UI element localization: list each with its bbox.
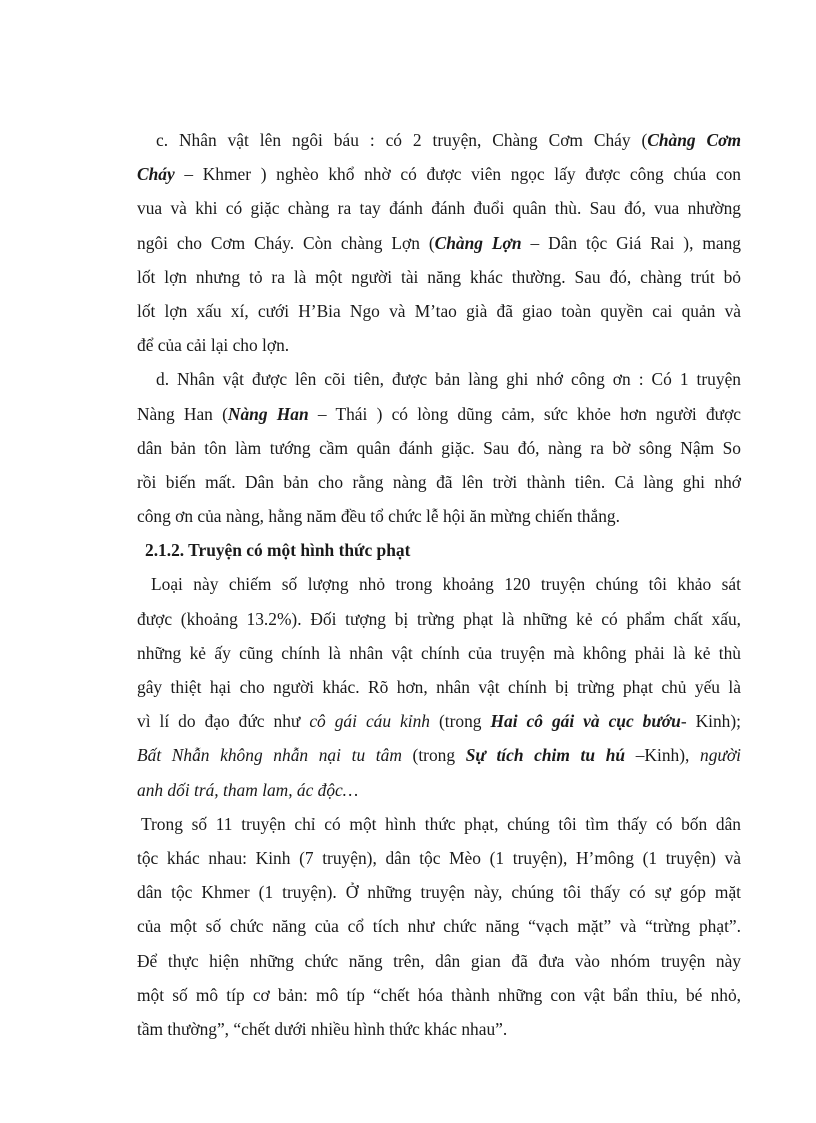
paragraph-trong-line-3: dân tộc Khmer (1 truyện). Ở những truyện này, chúng tôi thấy có sự góp mặt xyxy=(137,882,741,903)
paragraph-loai-line-1: Loại này chiếm số lượng nhỏ trong khoảng 120 truyện chúng tôi khảo sát xyxy=(151,574,741,595)
paragraph-trong-line-4: của một số chức năng của cổ tích như chức năng “vạch mặt” và “trừng phạt”. xyxy=(137,916,741,937)
paragraph-trong-line-5: Để thực hiện những chức năng trên, dân gian đã đưa vào nhóm truyện này xyxy=(137,950,741,971)
story-title: Chàng Cơm xyxy=(647,130,742,150)
paragraph-c-line-4 xyxy=(137,226,741,260)
paragraph-loai-line-3: những kẻ ấy cũng chính là nhân vật chính của truyện mà không phải là kẻ thù xyxy=(137,642,741,663)
story-title: Chàng Lợn xyxy=(434,232,522,253)
story-title: Hai cô gái và cục bướu xyxy=(490,711,681,732)
paragraph-d-line-4: rồi biến mất. Dân bản cho rằng nàng đã lên trời thành tiên. Cả làng ghi nhớ xyxy=(137,471,741,492)
paragraph-c-line-2 xyxy=(137,157,741,191)
text-run: –Kinh), xyxy=(625,745,701,766)
paragraph-c-line-7: để của cải lại cho lợn. xyxy=(137,335,290,356)
paragraph-trong-line-2: tộc khác nhau: Kinh (7 truyện), dân tộc Mèo (1 truyện), H’mông (1 truyện) và xyxy=(137,847,741,868)
paragraph-loai-line-2: được (khoảng 13.2%). Đối tượng bị trừng phạt là những kẻ có phẩm chất xấu, xyxy=(137,608,741,629)
story-title: Sự tích chim tu hú xyxy=(465,745,626,766)
text-run: – Thái ) có lòng dũng cảm, sức khỏe hơn người được xyxy=(308,403,741,424)
italic-phrase: người xyxy=(700,745,742,766)
story-title: Cháy xyxy=(137,164,175,185)
paragraph-c-line-6: lốt lợn xấu xí, cưới H’Bia Ngo và M’tao già đã giao toàn quyền cai quản và xyxy=(137,300,741,321)
text-run: ngôi cho Cơm Cháy. Còn chàng Lợn ( xyxy=(137,232,435,253)
text-run: vì lí do đạo đức như xyxy=(137,711,310,732)
paragraph-c-line-3: vua và khi có giặc chàng ra tay đánh đánh đuổi quân thù. Sau đó, vua nhường xyxy=(137,198,741,219)
paragraph-c-line-5: lốt lợn nhưng tỏ ra là một người tài năng khác thường. Sau đó, chàng trút bỏ xyxy=(137,266,741,287)
text-run: - Kinh); xyxy=(680,711,742,732)
text-run: c. Nhân vật lên ngôi báu : có 2 truyện, Chàng Cơm Cháy ( xyxy=(156,130,648,150)
paragraph-loai-line-6 xyxy=(137,738,741,772)
paragraph-trong-line-6: một số mô típ cơ bản: mô típ “chết hóa thành những con vật bẩn thỉu, bé nhỏ, xyxy=(137,984,741,1005)
italic-phrase: Bất Nhẫn không nhẫn nại tu tâm xyxy=(137,745,402,766)
paragraph-d-line-2 xyxy=(137,397,741,431)
paragraph-c-line-1 xyxy=(137,123,741,157)
paragraph-d-line-5: công ơn của nàng, hằng năm đều tổ chức lễ hội ăn mừng chiến thắng. xyxy=(137,506,620,527)
document-page xyxy=(137,123,741,1046)
text-run: – Dân tộc Giá Rai ), mang xyxy=(521,232,742,253)
paragraph-trong-line-1: Trong số 11 truyện chỉ có một hình thức phạt, chúng tôi tìm thấy có bốn dân xyxy=(141,813,741,834)
paragraph-d-line-3: dân bản tôn làm tướng cầm quân đánh giặc. Sau đó, nàng ra bờ sông Nậm So xyxy=(137,437,741,458)
text-run: Nàng Han ( xyxy=(137,403,228,424)
text-run: (trong xyxy=(401,745,466,766)
text-run: – Khmer ) nghèo khổ nhờ có được viên ngọc lấy được công chúa con xyxy=(174,164,741,185)
paragraph-loai-line-4: gây thiệt hại cho người khác. Rõ hơn, nhân vật chính bị trừng phạt chủ yếu là xyxy=(137,677,741,697)
paragraph-trong-line-7: tầm thường”, “chết dưới nhiều hình thức khác nhau”. xyxy=(137,1018,508,1039)
text-run: (trong xyxy=(430,711,491,732)
paragraph-loai-line-5 xyxy=(137,704,741,738)
story-title: Nàng Han xyxy=(227,403,309,424)
paragraph-loai-line-7: anh dối trá, tham lam, ác độc… xyxy=(137,779,359,800)
section-heading: 2.1.2. Truyện có một hình thức phạt xyxy=(145,540,411,561)
italic-phrase: cô gái cáu kỉnh xyxy=(309,711,430,732)
paragraph-d-line-1: d. Nhân vật được lên cõi tiên, được bản làng ghi nhớ công ơn : Có 1 truyện xyxy=(156,369,741,390)
